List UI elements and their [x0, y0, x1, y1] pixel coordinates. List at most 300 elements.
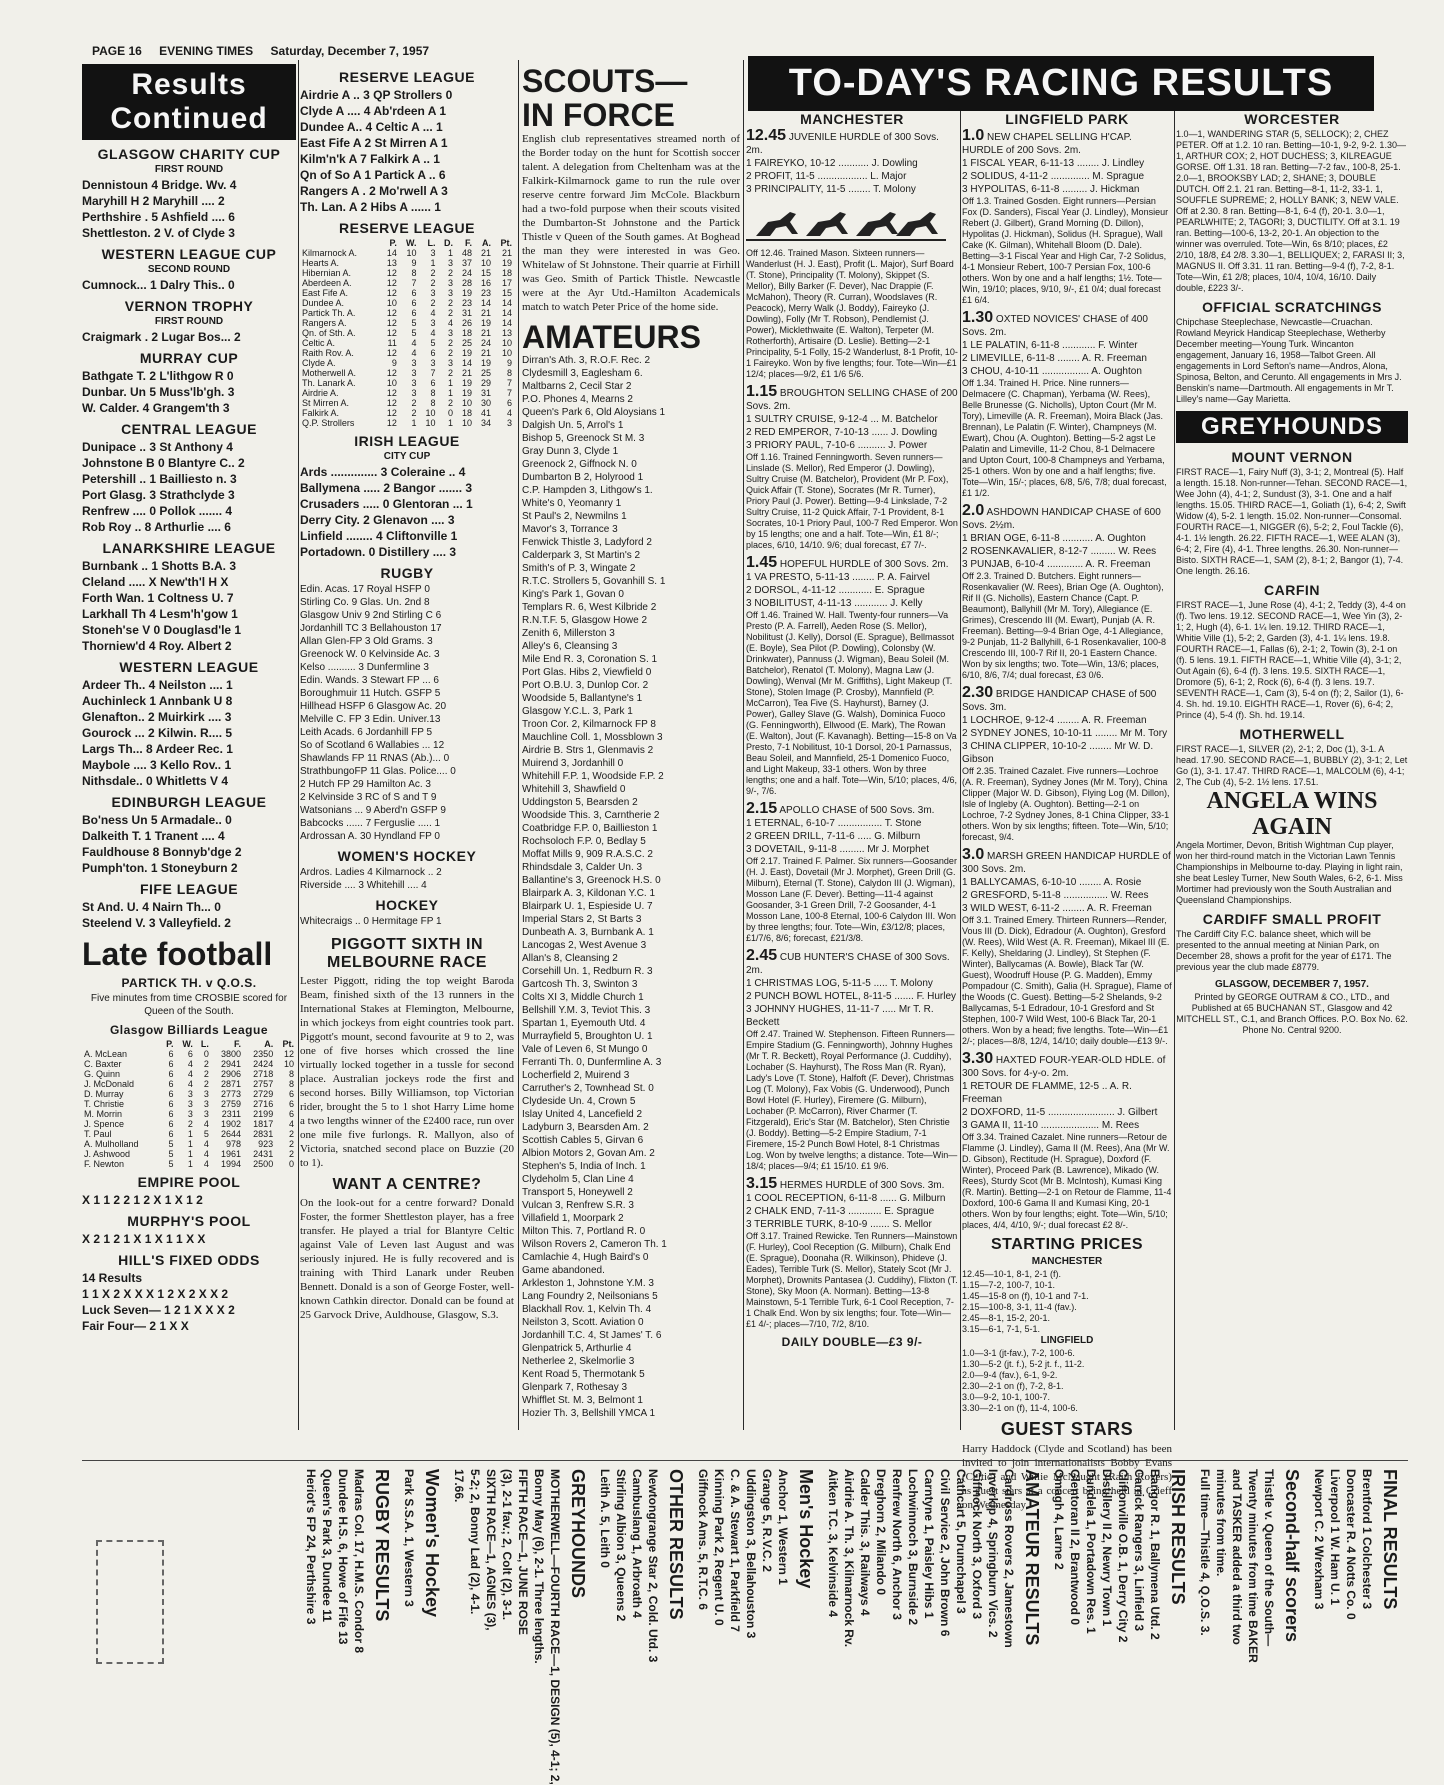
race-name: ASHDOWN HANDICAP CHASE of 600 Sovs. 2½m. — [962, 507, 1161, 531]
table-row — [82, 1079, 296, 1089]
table-cell: D. Murray — [84, 1089, 124, 1099]
stop-press-heading: FINAL RESULTS — [1380, 1469, 1400, 1610]
race-details: Off 1.16. Trained Fenningworth. Seven runners—Linslade (S. Mellor), Red Emperor (J. Dowling), Sultry Cruise (M. Batchelor), Provident (Mr P. Fox), Quick Affair (T. Stone), Socrates (Mr R. Turner), Priory Paul (J. Power). Betting—9-4 Linkslade, 7-2 Sultry Cruise, 11-2 Quick Affair, 7-1 Provident, 8-1 Socrates, 10-1 Priory Paul, 100-7 Red Emperor. Won by 15 lengths; one and a half. Tote—Win, £1 8/-; places, 6/10, 14/10. 9/6; dual forecast, £7 7/-. — [746, 452, 958, 550]
race-name: CUB HUNTER'S CHASE of 300 Sovs. 2m. — [746, 952, 950, 976]
table-cell: 4 — [187, 1079, 193, 1089]
table-cell: 2 — [288, 1129, 294, 1139]
result-line: Dumbarton B 2, Holyrood 1 — [522, 472, 644, 483]
result-line: Murrayfield 5, Broughton U. 1 — [522, 1031, 653, 1042]
placing: 1 RETOUR DE FLAMME, 12-5 .. A. R. Freeman — [962, 1081, 1132, 1105]
column-header: F. — [234, 1039, 242, 1049]
result-line: Petershill .. 1 Bailliesto n. 3 — [82, 472, 237, 486]
result-line: Fauldhouse 8 Bonnyb'dge 2 — [82, 845, 242, 859]
result-line: Kilm'n'k A 7 Falkirk A .. 1 — [300, 152, 440, 166]
race-title — [962, 311, 1172, 339]
table-cell: 0 — [288, 1159, 294, 1169]
table-row — [82, 1159, 296, 1169]
placing: 2 PROFIT, 11-5 .................. L. Major — [746, 171, 907, 182]
table-cell: 12 — [386, 288, 397, 298]
table-cell: 6 — [288, 1089, 294, 1099]
race-details: Off 3.34. Trained Cazalet. Nine runners—Retour de Flamme (J. Lindley), Gama II (M. Rees), Ana (Mr W. D. Gibson), Rectitude (H. Sprague), Doxford (F. Winter), Proceed Park (B. Lawrence), Mikado (W. Rees), Sturdy Scot (Mr B. McIntosh), Kumasi King (R. Martin). Betting—2-1 on Retour de Flamme, 11-4 Doxford, 100-6 Gama II and Kumasi King, 20-1 others. Won by four lengths; eight. Tote—Win, 5/10; places, 4/4, 4/10, 9/-; dual forecast £2 8/-. — [962, 1132, 1172, 1230]
race-entry — [746, 802, 958, 944]
table-row — [300, 398, 514, 408]
table-row — [300, 388, 514, 398]
table-cell: 18 — [501, 268, 512, 278]
table-cell: 0 — [203, 1049, 209, 1059]
issue-date: Saturday, December 7, 1957 — [270, 44, 430, 58]
table-cell: 1 — [448, 418, 454, 428]
odds-line: Fair Four— 2 1 X X — [82, 1319, 189, 1333]
table-cell: 4 — [506, 408, 512, 418]
table-cell: 3 — [430, 358, 436, 368]
stop-press-block — [695, 1469, 816, 1638]
table-cell: 3 — [411, 378, 417, 388]
table-cell: 8 — [430, 398, 436, 408]
table-cell: Hibernian A. — [302, 268, 352, 278]
imprint-heading: GLASGOW, DECEMBER 7, 1957. — [1215, 979, 1369, 990]
column-header: L. — [200, 1039, 209, 1049]
stop-press-line: Renfrew North 6, Anchor 3 — [890, 1469, 904, 1620]
table-cell: 2644 — [221, 1129, 242, 1139]
result-line: Cleland ..... X New'th'l H X — [82, 575, 229, 589]
table-cell: 2871 — [221, 1079, 242, 1089]
result-line: Melville C. FP 3 Edin. Univer.13 — [300, 714, 441, 725]
stop-press-line: and TASKER added a third two — [1230, 1469, 1244, 1645]
result-line: Whifflet St. M. 3, Belmont 1 — [522, 1395, 643, 1406]
hockey-results — [300, 915, 514, 928]
sp-meeting: LINGFIELD — [1040, 1335, 1094, 1346]
stop-press-line: MOTHERWELL—FOURTH RACE—1, DESIGN (5), 4-1; 2, — [548, 1469, 562, 1785]
column-header — [82, 1039, 160, 1049]
table-row — [82, 1109, 296, 1119]
result-line: Milton This. 7, Portland R. 0 — [522, 1226, 646, 1237]
table-cell: 6 — [168, 1059, 174, 1069]
worcester-heading: WORCESTER — [1244, 111, 1340, 127]
section-heading: FIFE LEAGUE — [139, 881, 239, 897]
placing: 2 PUNCH BOWL HOTEL, 8-11-5 ....... F. Hurley — [746, 991, 957, 1002]
race-entry — [746, 129, 958, 380]
stop-press-line: FIFTH RACE—1, JUNE ROSE — [516, 1469, 530, 1636]
result-line: Dundee A.. 4 Celtic A ... 1 — [300, 120, 443, 134]
table-cell: 5 — [411, 318, 417, 328]
result-line: Dirran's Ath. 3, R.O.F. Rec. 2 — [522, 355, 651, 366]
stop-press-line: Madras Col. 17, H.M.S. Condor 8 — [352, 1469, 366, 1654]
table-cell: 2 — [448, 308, 454, 318]
masthead — [92, 44, 443, 58]
section-subheading: FIRST ROUND — [154, 316, 224, 327]
table-cell: 2311 — [221, 1109, 242, 1119]
race-title — [962, 1052, 1172, 1080]
table-cell: 6 — [168, 1099, 174, 1109]
stop-press-line: Uddingston 3, Bellahouston 3 — [744, 1469, 758, 1639]
table-cell: 10 — [462, 418, 473, 428]
result-line: Zenith 6, Millerston 3 — [522, 628, 615, 639]
column-header: W. — [182, 1039, 193, 1049]
result-line: Woodside This. 3, Carntherie 2 — [522, 810, 660, 821]
stop-press-line: Giffnock Ams. 5, R.T.C. 6 — [696, 1469, 710, 1610]
section-heading: EDINBURGH LEAGUE — [111, 794, 267, 810]
result-line: Rhindsdale 3, Calder Un. 3 — [522, 862, 643, 873]
table-row — [300, 378, 514, 388]
race-name: NEW CHAPEL SELLING H'CAP. HURDLE of 200 Sovs. 2m. — [962, 132, 1132, 156]
table-cell: 6 — [168, 1119, 174, 1129]
table-cell: 14 — [462, 358, 473, 368]
stop-press-line: 5-2; 2, Bonny Lad (2), 4-1. — [468, 1469, 482, 1615]
table-cell: 6 — [411, 298, 417, 308]
table-cell: 4 — [187, 1059, 193, 1069]
stop-press-line: Omagh 4, Larne 2 — [1052, 1469, 1066, 1570]
table-row — [82, 1059, 296, 1069]
stop-press-line: Thistle v. Queen of the South— — [1262, 1469, 1276, 1647]
result-line: Imperial Stars 2, St Barts 3 — [522, 914, 642, 925]
result-line: Rob Roy .. 8 Arthurlie .... 6 — [82, 520, 231, 534]
race-name: HAXTED FOUR-YEAR-OLD HDLE. of 300 Sovs. for 4-y-o. 2m. — [962, 1055, 1166, 1079]
result-line: Templars R. 6, West Kilbride 2 — [522, 602, 657, 613]
table-cell: 12 — [386, 398, 397, 408]
stop-press-line: Dundela 1, Portadown Res. 1 — [1084, 1469, 1098, 1634]
stop-press-line: Cardross Rovers 2, Jamestown — [1002, 1469, 1016, 1648]
placing: 2 RED EMPEROR, 7-10-13 ...... J. Dowling — [746, 427, 938, 438]
table-cell: 15 — [480, 268, 491, 278]
placing: 1 COOL RECEPTION, 6-11-8 ...... G. Milburn — [746, 1193, 946, 1204]
table-cell: 4 — [448, 318, 454, 328]
race-title — [962, 848, 1172, 876]
table-row — [82, 1149, 296, 1159]
table-cell: 6 — [168, 1049, 174, 1059]
table-cell: 12 — [386, 318, 397, 328]
result-line: Johnstone B 0 Blantyre C.. 2 — [82, 456, 245, 470]
greyhound-results-text: FIRST RACE—1, Fairy Nuff (3), 3-1; 2, Montreal (5). Half a length. 15.18. Non-runner—Tehan. SECOND RACE—1, Wee John (4), 4-1; 2, Sundust (3), 3-1. One and a half lengths. 15.05. THIRD RACE—1, Goliath (1), 6-4; 2, Swift Widow (4), 5-2. 1 length. 15.02. Non-runner—Consomal. FOURTH RACE—1, NIGGER (6), 5-2; 2, Foul Tackle (6), 4-1. 1½ length. 26.22. FIFTH RACE—1, WEE ALAN (3), 6-4; 2, Fire (4), 4-1. Three lengths. 26.30. Non-runner—Bisto. SIXTH RACE—1, SAM (2), 8-1; 2, Bangor (1), 7-4. One length. 26.16. — [1176, 467, 1408, 576]
table-cell: 30 — [480, 398, 491, 408]
table-cell: 7 — [411, 278, 417, 288]
result-line: Dunipace .. 3 St Anthony 4 — [82, 440, 233, 454]
stop-press-line: Airdrie A. Th. 3, Kilmarnock Rv. — [842, 1469, 856, 1648]
table-cell: 10 — [406, 248, 417, 258]
result-line: Stoneh'se V 0 Douglasd'le 1 — [82, 623, 242, 637]
stop-press-line: Full time—Thistle 4, Q.O.S. 3. — [1198, 1469, 1212, 1636]
table-cell: 2 — [203, 1069, 209, 1079]
table-cell: 3 — [448, 358, 454, 368]
table-cell: 4 — [430, 308, 436, 318]
greyhound-meeting: MOTHERWELL — [1239, 726, 1345, 742]
column-header: Pt. — [282, 1039, 294, 1049]
column-header: P. — [166, 1039, 174, 1049]
table-cell: 18 — [462, 408, 473, 418]
table-cell: 4 — [203, 1149, 209, 1159]
placing: 3 NOBILITUST, 4-11-13 ............ J. Kelly — [746, 598, 923, 609]
manchester-heading: MANCHESTER — [800, 111, 904, 127]
placing: 1 FAIREYKO, 10-12 ........... J. Dowling — [746, 158, 918, 169]
result-line: Babcocks ...... 7 Ferguslie ..... 1 — [300, 818, 441, 829]
table-row — [82, 1119, 296, 1129]
placing: 3 PRIORY PAUL, 7-10-6 .......... J. Power — [746, 440, 928, 451]
result-line: Pumph'ton. 1 Stoneyburn 2 — [82, 861, 238, 875]
result-line: Kelso .......... 3 Dunfermline 3 — [300, 662, 429, 673]
result-line: Whitehill 3, Shawfield 0 — [522, 784, 626, 795]
result-line: Wilson Rovers 2, Cameron Th. 1 — [522, 1239, 667, 1250]
placing: 2 GRESFORD, 5-11-8 ................ W. Rees — [962, 890, 1149, 901]
table-cell: 3 — [203, 1109, 209, 1119]
billiards-table — [82, 1039, 296, 1169]
table-cell: 2 — [203, 1079, 209, 1089]
race-details: Off 1.34. Trained H. Price. Nine runners—Delmacere (C. Chapman), Yerbama (W. Rees), Belle Brunesse (G. Nicholls), Upton Court (Mr M. Tory), Limeville (A. R. Freeman), Moira Black (Jas. Brennan), Le Palatin (F. Winter), Champneys (M. Ewart), Chou (A. Oughton). Betting—5-2 agst Le Palatin and Limeville, 11-2 Chou, 8-1 Delmacere and Upton Court, 100-8 Champneys and Yerbama, 25-1 others. Won by one and a half lengths; five. Tote—Win, 15/-; places, 6/8, 5/6, 7/8; dual forecast, £1 1/2. — [962, 378, 1167, 498]
table-row — [300, 408, 514, 418]
table-cell: 25 — [462, 338, 473, 348]
result-line: Rochsoloch F.P. 0, Bedlay 5 — [522, 836, 646, 847]
table-cell: 4 — [430, 328, 436, 338]
table-cell: Rangers A. — [302, 318, 347, 328]
scratchings-text: Chipchase Steeplechase, Newcastle—Cruachan. Rowland Meyrick Handicap Steeplechase, Wetherby December meeting—Young Turk. Wincanton engagement, January 16, 1958—Talbot Green. All engagements in Lord Sefton's name—Andros, Alona, Spinosa, Belton, and Cerunto. All engagements in Mrs J. Benskin's name—Dartmouth. All engagements in Mr T. Lilley's name—Gay Marietta. — [1176, 317, 1402, 404]
table-cell: Qn. of Sth. A. — [302, 328, 356, 338]
table-cell: 2 — [288, 1149, 294, 1159]
result-line: Boroughmuir 11 Hutch. GSFP 5 — [300, 688, 441, 699]
table-cell: 3 — [187, 1099, 193, 1109]
result-line: Craigmark . 2 Lugar Bos... 2 — [82, 330, 241, 344]
race-entry — [962, 129, 1172, 306]
placing: 2 ROSENKAVALIER, 8-12-7 ......... W. Rees — [962, 546, 1157, 557]
greyhound-meeting: MOUNT VERNON — [1231, 449, 1353, 465]
table-cell: 2 — [411, 408, 417, 418]
stop-press-line: (3), 2-1 fav.; 2, Colt (2), 3-1. — [500, 1469, 514, 1621]
centre-article: On the look-out for a centre forward? Donald Foster, the former Shettleston player, has a free transfer. He played a trial for Blantyre Celtic against Vale of Leven last August and was seriously injured. He is fully recovered and is training with Third Lanark under Reuben Bennett. Donald is a son of George Foster, well-known Cathkin director. Donald can be found at 25 Garvock Drive, Auldhouse, Glasgow, S.3. — [300, 1197, 514, 1321]
table-row — [300, 268, 514, 278]
stop-press-line: Glentoran II 2, Brantwood 0 — [1068, 1469, 1082, 1626]
result-line: Gray Dunn 3, Clyde 1 — [522, 446, 619, 457]
table-row — [300, 298, 514, 308]
table-cell: 4 — [187, 1069, 193, 1079]
race-title — [746, 385, 958, 413]
table-cell: 14 — [480, 298, 491, 308]
greyhound-results — [1176, 449, 1408, 788]
stop-press-line: Bonny May (6), 2-1. Three lengths. — [532, 1469, 546, 1664]
result-line: Camlachie 4, Hugh Baird's 0 — [522, 1252, 649, 1263]
table-row — [300, 358, 514, 368]
odds-line: Luck Seven— 1 2 1 X X X 2 — [82, 1303, 235, 1317]
cardiff-article: The Cardiff City F.C. balance sheet, which will be presented to the annual meeting at Ninian Park, on December 28, shows a profit for the year of £171. The previous year the club made £8779. — [1176, 929, 1392, 972]
stop-press-block — [825, 1469, 1042, 1648]
table-cell: 10 — [501, 348, 512, 358]
race-time: 3.0 — [962, 846, 985, 863]
result-line: Whitecraigs .. 0 Hermitage FP 1 — [300, 916, 442, 927]
pool-heading: MURPHY'S POOL — [127, 1213, 251, 1229]
column-header: L. — [427, 238, 436, 248]
result-line: Coatbridge F.P. 0, Baillieston 1 — [522, 823, 658, 834]
table-cell: Hearts A. — [302, 258, 340, 268]
column-header — [300, 238, 380, 248]
table-cell: 1 — [187, 1129, 193, 1139]
table-cell: 14 — [501, 318, 512, 328]
placing: 1 FISCAL YEAR, 6-11-13 ........ J. Lindley — [962, 158, 1145, 169]
table-cell: J. Ashwood — [84, 1149, 131, 1159]
results-continued-banner: Results Continued — [82, 64, 296, 140]
result-line: Glenpatrick 5, Arthurlie 4 — [522, 1343, 632, 1354]
section-heading: WESTERN LEAGUE CUP — [101, 246, 277, 262]
result-line: Calderpark 3, St Martin's 2 — [522, 550, 641, 561]
race-entry — [746, 1177, 958, 1330]
table-cell: Partick Th. A. — [302, 308, 356, 318]
table-cell: Airdrie A. — [302, 388, 339, 398]
table-row — [300, 248, 514, 258]
result-line: Dennistoun 4 Bridge. Wv. 4 — [82, 178, 237, 192]
table-cell: 8 — [430, 388, 436, 398]
result-line: StrathbungoFP 11 Glas. Police.... 0 — [300, 766, 456, 777]
table-cell: 9 — [391, 358, 397, 368]
result-line: White's 0, Yeomanry 1 — [522, 498, 622, 509]
stop-press-line: Leith A. 5, Leith 0 — [598, 1469, 612, 1568]
result-line: Glasgow Univ 9 2nd Stirling C 6 — [300, 610, 442, 621]
table-cell: 3 — [203, 1089, 209, 1099]
table-cell: 978 — [226, 1139, 242, 1149]
table-row — [300, 308, 514, 318]
result-line: Larkhall Th 4 Lesm'h'gow 1 — [82, 607, 238, 621]
table-row — [82, 1129, 296, 1139]
table-cell: 5 — [411, 328, 417, 338]
amateurs-heading: AMATEURS — [522, 319, 701, 355]
placing: 1 VA PRESTO, 5-11-13 ........ P. A. Fairvel — [746, 572, 930, 583]
table-cell: 3 — [448, 288, 454, 298]
table-cell: 19 — [480, 358, 491, 368]
table-cell: 19 — [462, 348, 473, 358]
result-line: Lang Foundry 2, Neilsonians 5 — [522, 1291, 658, 1302]
race-entry — [962, 504, 1172, 681]
placing: 2 LIMEVILLE, 6-11-8 ........ A. R. Freeman — [962, 353, 1147, 364]
race-entry — [962, 686, 1172, 843]
race-title — [746, 949, 958, 977]
table-cell: C. Baxter — [84, 1059, 122, 1069]
table-cell: 3 — [203, 1099, 209, 1109]
result-line: Blairpark A. 3, Kildonan Y.C. 1 — [522, 888, 656, 899]
table-cell: 2 — [203, 1059, 209, 1069]
race-name: HOPEFUL HURDLE of 300 Sovs. 2m. — [779, 559, 949, 570]
result-line: Riverside .... 3 Whitehill .... 4 — [300, 880, 427, 891]
result-line: Greenock 2, Giffnock N. 0 — [522, 459, 637, 470]
result-line: Netherlee 2, Skelmorlie 3 — [522, 1356, 635, 1367]
column-5 — [962, 106, 1172, 1512]
manchester-races — [746, 129, 958, 1330]
stop-press-line: Anchor 1, Western 1 — [776, 1469, 790, 1585]
stop-press-block — [597, 1469, 686, 1662]
stop-press-block — [401, 1469, 442, 1617]
table-cell: 21 — [462, 368, 473, 378]
result-line: Airdrie B. Strs 1, Glenmavis 2 — [522, 745, 654, 756]
result-line: Jordanhill TC 3 Bellahouston 17 — [300, 623, 442, 634]
table-cell: 12 — [386, 368, 397, 378]
table-row — [300, 258, 514, 268]
reserve-league-results — [300, 87, 514, 215]
table-cell: 3800 — [221, 1049, 242, 1059]
table-cell: 6 — [288, 1109, 294, 1119]
result-line: Allan Glen-FP 3 Old Grams. 3 — [300, 636, 433, 647]
result-line: Burnbank .. 1 Shotts B.A. 3 — [82, 559, 237, 573]
table-cell: 31 — [462, 308, 473, 318]
result-line: Clydeside Un. 4, Crown 5 — [522, 1096, 636, 1107]
table-cell: 1 — [448, 388, 454, 398]
table-cell: 2718 — [253, 1069, 274, 1079]
placing: 2 SYDNEY JONES, 10-10-11 ........ Mr M. Tory — [962, 728, 1168, 739]
race-details: Off 2.35. Trained Cazalet. Five runners—Lochroe (A. R. Freeman), Sydney Jones (Mr M. Tory), China Clipper (Major W. D. Gibson), Flying Log (M. Dillon), Isle of Ingleby (A. Oughton). Betting—2-1 on Lochroe, 7-2 Sydney Jones, 8-1 China Clipper, 33-1 others. Won by six lengths; fifteen. Tote—Win, 5/10; forecast, 9/4. — [962, 766, 1170, 842]
table-cell: 1 — [411, 418, 417, 428]
stop-press-line: Queen's Park 3, Dundee 11 — [320, 1469, 334, 1622]
result-line: Clyde A .... 4 Ab'rdeen A 1 — [300, 104, 446, 118]
race-title — [746, 556, 958, 571]
result-line: W. Calder. 4 Grangem'th 3 — [82, 401, 230, 415]
column-header: F. — [465, 238, 473, 248]
race-details: Off 3.1. Trained Emery. Thirteen Runners—Render, Vous III (D. Dick), Edradour (A. Oughton), Gresford (W. Rees), Wild West (A. R. Freeman), Mikael III (E. F. Kelly), Sheldaring (J. Lindley), St Stephen (F. Winter), Ballycamas (A. Bowle), Black Tar (W. Guest), Woodruff House (P. G. Madden), Emmy Pompadour (C. Smith), Galia (H. Sprague), Flame of the Woods (C. Guest). Betting—5-2 Shelands, 9-2 Ballycamas, 5-1 Edradour, 10-1 Gresford and St Stephen, 100-7 Wild West, 100-6 Black Tar, 20-1 others. Won by a head; five lengths. Tote—Win—£1 2/-; places—8/8, 12/4, 14/10; daily double—£13 9/-. — [962, 915, 1172, 1046]
piggott-headline: PIGGOTT SIXTH IN MELBOURNE RACE — [327, 936, 487, 971]
stop-press-block — [1197, 1469, 1302, 1663]
table-cell: 12 — [386, 278, 397, 288]
result-line: Glenpark 7, Rothesay 3 — [522, 1382, 628, 1393]
table-cell: 2 — [448, 338, 454, 348]
result-line: Clydeholm 5, Clan Line 4 — [522, 1174, 634, 1185]
guest-stars-headline: GUEST STARS — [1000, 1419, 1134, 1439]
result-line: King's Park 1, Govan 0 — [522, 589, 624, 600]
column-rule — [298, 60, 299, 1430]
result-line: Kent Road 5, Thermotank 5 — [522, 1369, 645, 1380]
table-cell: 17 — [501, 278, 512, 288]
result-line: Stirling Co. 9 Glas. Un. 2nd 8 — [300, 597, 430, 608]
table-cell: 41 — [480, 408, 491, 418]
table-cell: 2941 — [221, 1059, 242, 1069]
table-cell: 2 — [430, 278, 436, 288]
page-number: PAGE 16 — [92, 44, 142, 58]
result-line: Hillhead HSFP 6 Glasgow Ac. 20 — [300, 701, 447, 712]
result-line: East Fife A 2 St Mirren A 1 — [300, 136, 448, 150]
table-cell: 10 — [462, 398, 473, 408]
table-cell: 14 — [501, 298, 512, 308]
stop-press-line: Giffnock North 3, Oxford 3 — [970, 1469, 984, 1620]
table-cell: 6 — [187, 1049, 193, 1059]
table-cell: Celtic A. — [302, 338, 336, 348]
lingfield-races — [962, 129, 1172, 1231]
table-cell: 10 — [425, 408, 436, 418]
column-4 — [746, 106, 958, 1351]
column-6 — [1176, 106, 1408, 1036]
table-cell: 12 — [386, 408, 397, 418]
table-row — [82, 1099, 296, 1109]
table-cell: 2757 — [253, 1079, 274, 1089]
stop-press-line: Twenty minutes from time BAKER — [1246, 1469, 1260, 1663]
stop-press-line: Inverkip 4, Springburn Vics. 2 — [986, 1469, 1000, 1638]
table-cell: A. Mulholland — [84, 1139, 139, 1149]
paper-name: EVENING TIMES — [159, 44, 254, 58]
result-line: Allan's 8, Cleansing 2 — [522, 953, 618, 964]
race-details: Off 2.3. Trained D. Butchers. Eight runners—Rosenkavalier (W. Rees), Brian Oge (A. Oughton), Rif II (G. Nicholls), Eastern Chance (Capt. P. Beaumont), Ballyhill (Mr M. Tory), Allegiance (E. Grimes), Crescendo III (M. Ewart), Punjab (A. R. Freeman). Betting—9-4 Brian Oge, 4-1 Allegiance, 9-2 Punjab, 11-2 Ballyhill, 6-1 Rosenkavalier, 100-8 Crescendo III, 100-7 Rif II, 20-1 Eastern Chance. Won by six lengths; two. Tote—Win, 13/6; places, 6/10, 8/6, 7/4; dual forecast, £3 0/6. — [962, 571, 1166, 680]
table-row — [300, 318, 514, 328]
table-row — [300, 328, 514, 338]
table-cell: 3 — [187, 1089, 193, 1099]
table-cell: 7 — [506, 378, 512, 388]
table-cell: Kilmarnock A. — [302, 248, 358, 258]
womens-hockey-heading: WOMEN'S HOCKEY — [337, 848, 477, 864]
table-cell: 4 — [411, 338, 417, 348]
daily-double: DAILY DOUBLE—£3 9/- — [781, 1335, 923, 1349]
stop-press-heading: AMATEUR RESULTS — [1022, 1469, 1042, 1646]
table-cell: 4 — [203, 1159, 209, 1169]
race-entry — [746, 385, 958, 551]
table-cell: 2716 — [253, 1099, 274, 1109]
table-cell: 8 — [288, 1079, 294, 1089]
result-line: Shettleston. 2 V. of Clyde 3 — [82, 226, 235, 240]
result-line: Maryhill H 2 Maryhill .... 2 — [82, 194, 225, 208]
result-line: 2.30—2-1 on (f), 7-2, 8-1. — [962, 1381, 1064, 1391]
race-title — [746, 802, 958, 817]
stop-press-block — [451, 1469, 588, 1785]
table-cell: F. Newton — [84, 1159, 125, 1169]
result-line: Colts XI 3, Middle Church 1 — [522, 992, 644, 1003]
race-entry — [746, 949, 958, 1172]
table-cell: 5 — [168, 1139, 174, 1149]
